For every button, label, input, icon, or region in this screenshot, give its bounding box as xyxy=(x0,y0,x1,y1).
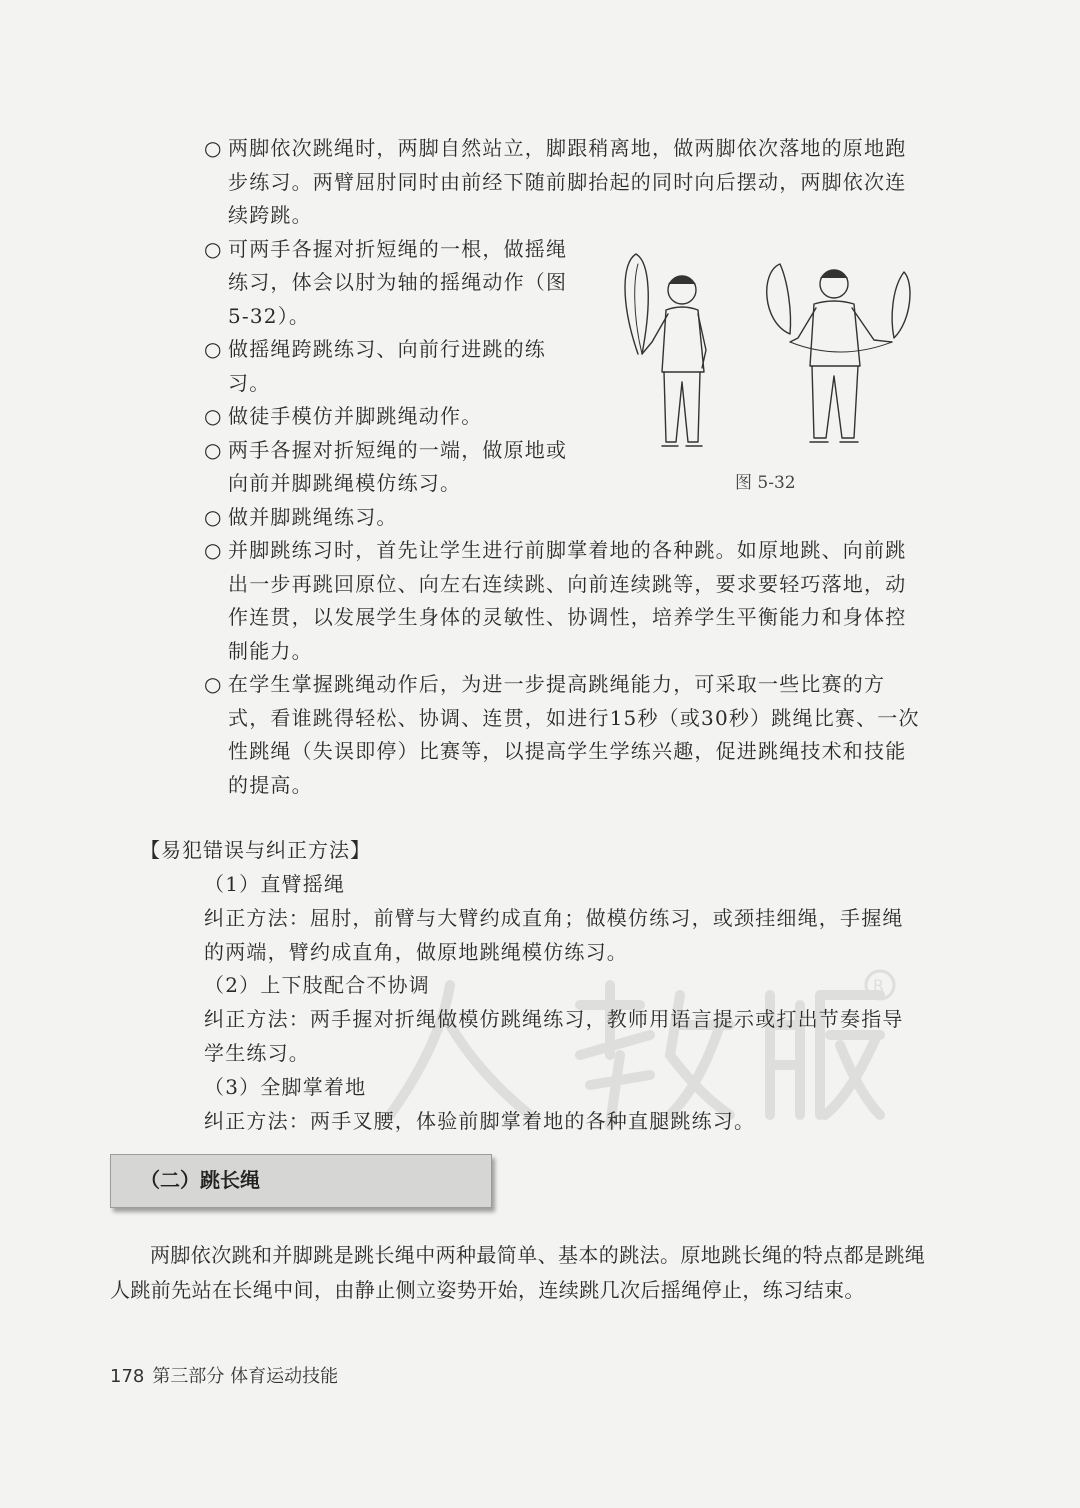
error-fix: 纠正方法：两手握对折绳做模仿跳绳练习，教师用语言提示或打出节奏指导学生练习。 xyxy=(204,1007,904,1065)
error-title: （3）全脚掌着地 xyxy=(204,1074,367,1099)
circle-bullet-icon: ○ xyxy=(204,538,223,562)
svg-text:R: R xyxy=(873,976,885,995)
footer-section-label: 第三部分 体育运动技能 xyxy=(152,1366,339,1387)
boy-holding-rope-icon xyxy=(767,264,910,442)
bullet-item: ○ 两脚依次跳绳时，两脚自然站立，脚跟稍离地，做两脚依次落地的原地跑步练习。两臂屈肘同时由前经下随前脚抬起的同时向后摆动，两脚依次连续跨跳。 xyxy=(204,132,924,233)
circle-bullet-icon: ○ xyxy=(204,504,223,529)
error-title: （1）直臂摇绳 xyxy=(204,872,346,896)
error-fix: 纠正方法：两手叉腰，体验前脚掌着地的各种直腿跳练习。 xyxy=(204,1108,756,1133)
error-title: （2）上下肢配合不协调 xyxy=(204,973,430,998)
circle-bullet-icon: ○ xyxy=(204,337,223,361)
page-footer xyxy=(110,1364,338,1390)
circle-bullet-icon: ○ xyxy=(204,437,223,462)
bullet-item: ○ 可两手各握对折短绳的一根，做摇绳练习，体会以肘为轴的摇绳动作（图5-32）。 xyxy=(204,233,578,334)
page-number: 178 xyxy=(110,1366,145,1387)
figure-caption: 图 5-32 xyxy=(735,473,796,493)
bullet-item: ○ 并脚跳练习时，首先让学生进行前脚掌着地的各种跳。如原地跳、向前跳出一步再跳回原位、向左右连续跳、向前连续跳等，要求要轻巧落地，动作连贯，以发展学生身体的灵敏性、协调性，培养学生平衡能力和身体控制能力。 xyxy=(204,534,924,668)
circle-bullet-icon: ○ xyxy=(204,404,223,428)
section-title: （二）跳长绳 xyxy=(140,1168,260,1192)
figure-5-32-illustration xyxy=(612,242,930,502)
circle-bullet-icon: ○ xyxy=(204,136,223,160)
bullet-item: ○ 在学生掌握跳绳动作后，为进一步提高跳绳能力，可采取一些比赛的方式，看谁跳得轻松、协调、连贯，如进行15秒（或30秒）跳绳比赛、一次性跳绳（失误即停）比赛等，以提高学生学练兴趣，促进跳绳技术和技能的提高。 xyxy=(204,668,924,802)
boy-swinging-rope-icon xyxy=(625,254,706,446)
error-fix: 纠正方法：屈肘，前臂与大臂约成直角；做模仿练习，或颈挂细绳，手握绳的两端，臂约成直角，做原地跳绳模仿练习。 xyxy=(204,905,904,964)
errors-section-heading: 【易犯错误与纠正方法】 xyxy=(140,838,371,862)
bullet-item: ○ 做摇绳跨跳练习、向前行进跳的练习。 xyxy=(204,333,578,400)
bullet-item: ○ 做并脚跳绳练习。 xyxy=(204,501,924,535)
circle-bullet-icon: ○ xyxy=(204,236,223,261)
errors-list xyxy=(204,868,924,1138)
body-paragraph: 两脚依次跳和并脚跳是跳长绳中两种最简单、基本的跳法。原地跳长绳的特点都是跳绳人跳前先站在长绳中间，由静止侧立姿势开始，连续跳几次后摇绳停止，练习结束。 xyxy=(110,1243,926,1302)
bullet-item: ○ 做徒手模仿并脚跳绳动作。 xyxy=(204,400,578,434)
bullet-item: ○ 两手各握对折短绳的一端，做原地或向前并脚跳绳模仿练习。 xyxy=(204,434,578,501)
circle-bullet-icon: ○ xyxy=(204,672,223,696)
